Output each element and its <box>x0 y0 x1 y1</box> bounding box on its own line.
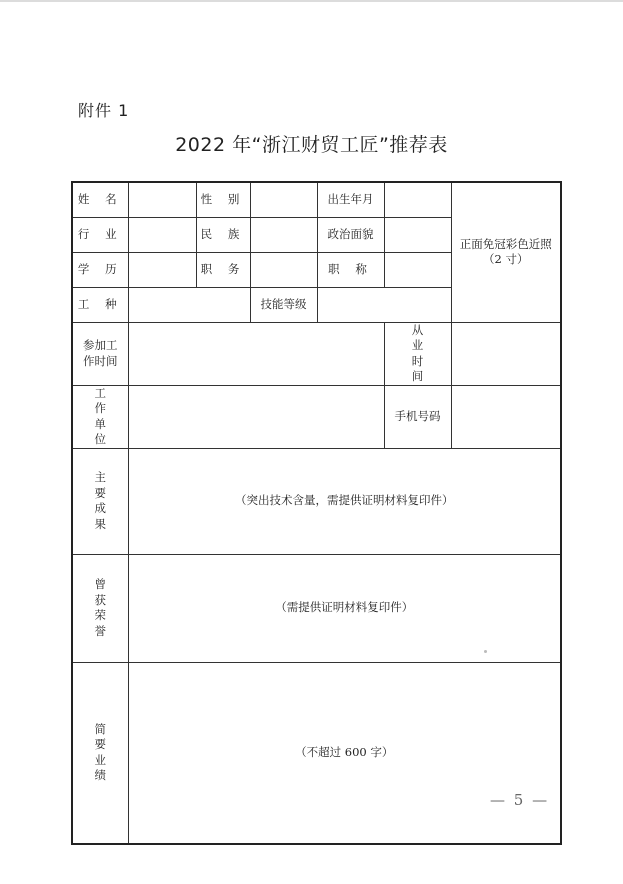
work-start-time-label <box>72 322 128 385</box>
skill-level-label: 技能等级 <box>250 287 317 322</box>
employer-label-text: 工作单位 <box>94 385 106 447</box>
years-engaged-field[interactable] <box>451 322 561 385</box>
achievements-field[interactable] <box>128 448 561 554</box>
years-engaged-label-text: 从业时间 <box>411 322 424 384</box>
work-start-time-field[interactable] <box>128 322 384 385</box>
birth-date-label: 出生年月 <box>317 182 384 217</box>
skill-level-field[interactable] <box>317 287 451 322</box>
attachment-label: 附件 1 <box>78 101 130 120</box>
political-status-field[interactable] <box>384 217 451 252</box>
performance-summary-label <box>72 662 128 844</box>
birth-date-field[interactable] <box>384 182 451 217</box>
gender-field[interactable] <box>250 182 317 217</box>
name-label: 姓 名 <box>72 182 128 217</box>
professional-title-label: 职 称 <box>317 252 384 287</box>
performance-summary-label-text: 简要业绩 <box>94 721 106 783</box>
photo-cell[interactable]: 正面免冠彩色近照（2 寸） <box>451 182 561 322</box>
performance-summary-field[interactable] <box>128 662 561 844</box>
table-row <box>72 322 561 385</box>
honors-label-text: 曾获荣誉 <box>94 577 106 638</box>
ethnicity-label: 民 族 <box>196 217 250 252</box>
table-row <box>72 385 561 448</box>
honors-label <box>72 554 128 662</box>
political-status-label: 政治面貌 <box>317 217 384 252</box>
page-number: — 5 — <box>490 791 550 809</box>
performance-summary-note: （不超过 600 字） <box>295 745 394 760</box>
table-row <box>72 554 561 662</box>
honors-note: （需提供证明材料复印件） <box>275 600 414 615</box>
honors-field[interactable] <box>128 554 561 662</box>
industry-label: 行 业 <box>72 217 128 252</box>
trade-field[interactable] <box>128 287 250 322</box>
table-row <box>72 662 561 844</box>
scan-speck <box>484 650 487 653</box>
achievements-label-text: 主要成果 <box>94 470 106 531</box>
achievements-note: （突出技术含量，需提供证明材料复印件） <box>235 493 454 508</box>
work-start-time-label-text: 参加工作时间 <box>83 338 118 368</box>
trade-label: 工 种 <box>72 287 128 322</box>
achievements-label <box>72 448 128 554</box>
employer-field[interactable] <box>128 385 384 448</box>
phone-label: 手机号码 <box>384 385 451 448</box>
professional-title-field[interactable] <box>384 252 451 287</box>
name-field[interactable] <box>128 182 196 217</box>
education-label: 学 历 <box>72 252 128 287</box>
duty-field[interactable] <box>250 252 317 287</box>
recommendation-form-table <box>71 181 562 845</box>
table-row <box>72 182 561 217</box>
education-field[interactable] <box>128 252 196 287</box>
table-row <box>72 448 561 554</box>
document-title: 2022 年“浙江财贸工匠”推荐表 <box>175 134 448 156</box>
years-engaged-label <box>384 322 451 385</box>
gender-label: 性 别 <box>196 182 250 217</box>
duty-label: 职 务 <box>196 252 250 287</box>
ethnicity-field[interactable] <box>250 217 317 252</box>
page-top-edge <box>0 0 623 2</box>
employer-label <box>72 385 128 448</box>
industry-field[interactable] <box>128 217 196 252</box>
phone-field[interactable] <box>451 385 561 448</box>
